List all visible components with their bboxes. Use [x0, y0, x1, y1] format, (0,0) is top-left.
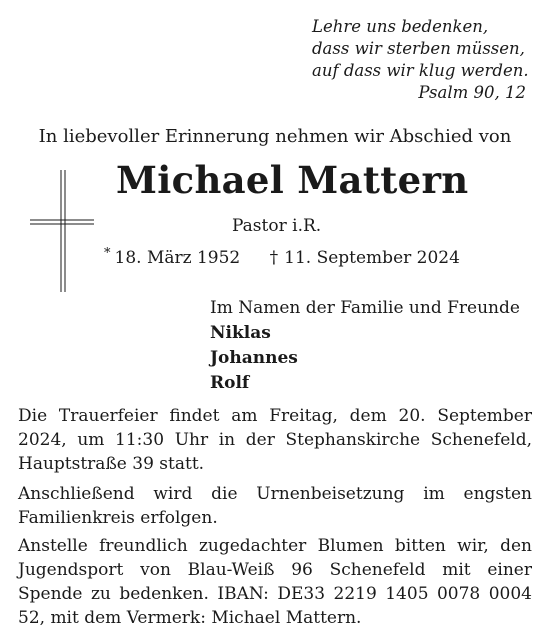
deceased-title: Pastor i.R.	[232, 216, 322, 236]
urn-burial-paragraph: Anschließend wird die Urnenbeisetzung im engsten Familienkreis erfolgen.	[18, 484, 532, 528]
family-member: Rolf	[210, 373, 250, 393]
family-block	[210, 296, 520, 396]
family-member: Niklas	[210, 323, 271, 343]
life-dates	[104, 246, 460, 268]
dagger-symbol: †	[269, 248, 279, 268]
verse-reference: Psalm 90, 12	[418, 83, 526, 102]
cross-icon	[30, 170, 94, 292]
death-date-group	[270, 248, 460, 268]
verse-line: auf dass wir klug werden.	[312, 61, 529, 80]
funeral-service-paragraph: Die Trauerfeier findet am Freitag, dem 20. September 2024, um 11:30 Uhr in der Stephanskirche Schenefeld, Hauptstraße 39 statt.	[18, 406, 532, 474]
death-date: 11. September 2024	[284, 248, 460, 268]
family-heading: Im Namen der Familie und Freunde	[210, 298, 520, 318]
intro-line: In liebevoller Erinnerung nehmen wir Abschied von	[38, 126, 512, 147]
verse-line: Lehre uns bedenken,	[312, 17, 489, 36]
birth-date: 18. März 1952	[114, 248, 241, 268]
donation-paragraph: Anstelle freundlich zugedachter Blumen bitten wir, den Jugendsport von Blau-Weiß 96 Schenefeld mit einer Spende zu bedenken. IBAN: DE33 2219 1405 0078 0004 52, mit dem Vermerk: Michael Mattern.	[18, 536, 532, 628]
born-symbol: *	[104, 246, 111, 261]
psalm-verse	[312, 16, 532, 104]
deceased-name: Michael Mattern	[116, 158, 469, 202]
family-member: Johannes	[210, 348, 298, 368]
verse-line: dass wir sterben müssen,	[312, 39, 525, 58]
